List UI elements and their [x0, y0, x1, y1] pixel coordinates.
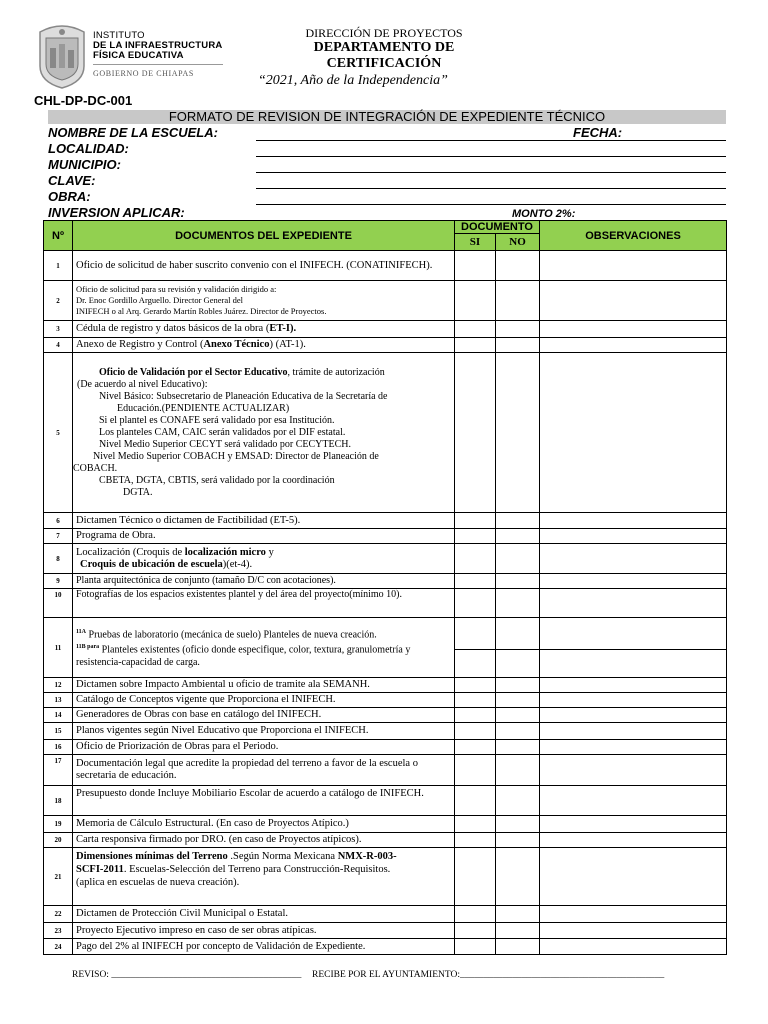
row-document: [73, 353, 455, 513]
no-check-cell[interactable]: [496, 281, 540, 321]
no-check-cell[interactable]: [496, 723, 540, 740]
observations-cell[interactable]: [540, 544, 727, 574]
row-number: 10: [44, 589, 73, 618]
si-check-cell[interactable]: [455, 740, 496, 755]
table-row: [44, 740, 727, 755]
table-row: [44, 755, 727, 786]
row-document: [73, 618, 455, 678]
row-document: Oficio de Priorización de Obras para el Periodo.: [73, 740, 455, 755]
col-number-header: Nº: [44, 221, 73, 251]
table-row: [44, 281, 727, 321]
row-number: 12: [44, 678, 73, 693]
table-row: [44, 321, 727, 338]
row-number: 19: [44, 816, 73, 833]
date-label: FECHA:: [573, 125, 623, 140]
table-row: [44, 589, 727, 618]
row-text-bold: ET-I).: [269, 323, 297, 334]
no-check-cell[interactable]: [496, 693, 540, 708]
si-check-cell[interactable]: [455, 723, 496, 740]
department-title-2: CERTIFICACIÓN: [326, 56, 442, 71]
institute-name-line3: FÍSICA EDUCATIVA: [93, 50, 184, 61]
row-text: Pruebas de laboratorio (mecánica de suelo) Planteles de nueva creación.: [88, 629, 377, 640]
si-check-cell[interactable]: [455, 251, 496, 281]
receiver-signature-line[interactable]: RECIBE POR EL AYUNTAMIENTO:___________________________________________: [312, 970, 665, 980]
no-check-cell[interactable]: [496, 544, 540, 574]
row-subindex: 11A: [76, 628, 87, 635]
observations-cell[interactable]: [540, 353, 727, 513]
row-text-bold: NMX-R-003-SCFI-2011: [76, 851, 397, 875]
si-check-cell[interactable]: [455, 848, 496, 906]
table-row: [44, 353, 727, 513]
school-name-line[interactable]: [256, 140, 726, 141]
row-text-bold: localización micro: [184, 546, 266, 558]
row-text: y: [265, 546, 274, 558]
si-check-cell[interactable]: [455, 906, 496, 923]
row-number: 13: [44, 693, 73, 708]
si-check-cell[interactable]: [455, 755, 496, 786]
investment-label: INVERSION APLICAR:: [48, 205, 185, 220]
department-title-1: DEPARTAMENTO DE: [313, 40, 455, 55]
observations-cell[interactable]: [540, 723, 727, 740]
si-check-cell[interactable]: [455, 650, 496, 678]
observations-cell[interactable]: [540, 906, 727, 923]
row-number: 8: [44, 544, 73, 574]
row-number: 11: [44, 618, 73, 678]
observations-cell[interactable]: [540, 693, 727, 708]
si-check-cell[interactable]: [455, 618, 496, 650]
form-title: FORMATO DE REVISION DE INTEGRACIÓN DE EXPEDIENTE TÉCNICO: [48, 110, 726, 124]
no-check-cell[interactable]: [496, 708, 540, 723]
si-check-cell[interactable]: [455, 708, 496, 723]
row-number: 20: [44, 833, 73, 848]
observations-cell[interactable]: [540, 848, 727, 906]
col-document-header: DOCUMENTO: [455, 221, 540, 234]
no-check-cell[interactable]: [496, 740, 540, 755]
table-row: [44, 833, 727, 848]
observations-cell[interactable]: [540, 589, 727, 618]
no-check-cell[interactable]: [496, 906, 540, 923]
row-text: .Según Norma Mexicana: [227, 851, 338, 862]
no-check-cell[interactable]: [496, 529, 540, 544]
si-check-cell[interactable]: [455, 338, 496, 353]
institute-logo: [36, 22, 88, 90]
row-number: 9: [44, 574, 73, 589]
table-row: [44, 939, 727, 955]
row-document: [73, 281, 455, 321]
si-check-cell[interactable]: [455, 281, 496, 321]
documents-checklist-table: [43, 220, 727, 955]
si-check-cell[interactable]: [455, 693, 496, 708]
observations-cell[interactable]: [540, 529, 727, 544]
row-number: 4: [44, 338, 73, 353]
row-document: Generadores de Obras con base en catálogo del INIFECH.: [73, 708, 455, 723]
row-text: )(et-4).: [222, 558, 253, 570]
row-line: Educación.(PENDIENTE ACTUALIZAR): [117, 402, 290, 414]
si-check-cell[interactable]: [455, 544, 496, 574]
row-number: 24: [44, 939, 73, 955]
row-text: Localización (Croquis de: [76, 546, 185, 558]
no-check-cell[interactable]: [496, 338, 540, 353]
school-name-label: NOMBRE DE LA ESCUELA:: [48, 125, 218, 140]
no-check-cell[interactable]: [496, 589, 540, 618]
no-check-cell[interactable]: [496, 650, 540, 678]
observations-cell[interactable]: [540, 755, 727, 786]
work-label: OBRA:: [48, 189, 91, 204]
row-document: Programa de Obra.: [73, 529, 455, 544]
observations-cell[interactable]: [540, 939, 727, 955]
observations-cell[interactable]: [540, 923, 727, 939]
row-number: 18: [44, 786, 73, 816]
row-number: 17: [44, 755, 73, 786]
si-check-cell[interactable]: [455, 589, 496, 618]
row-text: , trámite de autorización: [287, 366, 385, 378]
row-number: 6: [44, 513, 73, 529]
observations-cell[interactable]: [540, 650, 727, 678]
locality-line[interactable]: [256, 156, 726, 157]
no-check-cell[interactable]: [496, 848, 540, 906]
row-document: Presupuesto donde Incluye Mobiliario Escolar de acuerdo a catálogo de INIFECH.: [73, 786, 455, 816]
table-row: [44, 923, 727, 939]
observations-cell[interactable]: [540, 513, 727, 529]
row-number: 3: [44, 321, 73, 338]
row-document: Proyecto Ejecutivo impreso en caso de ser obras atípicas.: [73, 923, 455, 939]
row-line: CBETA, DGTA, CBTIS, será validado por la coordinación: [99, 474, 335, 486]
observations-cell[interactable]: [540, 618, 727, 650]
row-document: Pago del 2% al INIFECH por concepto de Validación de Expediente.: [73, 939, 455, 955]
si-check-cell[interactable]: [455, 816, 496, 833]
si-check-cell[interactable]: [455, 833, 496, 848]
observations-cell[interactable]: [540, 281, 727, 321]
observations-cell[interactable]: [540, 678, 727, 693]
row-text: . Escuelas-Selección del Terreno para Construcción-Requisitos.(aplica en escuelas de nueva creación).: [76, 864, 391, 888]
key-line[interactable]: [256, 188, 726, 189]
no-check-cell[interactable]: [496, 678, 540, 693]
si-check-cell[interactable]: [455, 513, 496, 529]
row-line: Dr. Enoc Gordillo Arguello. Director General del: [76, 295, 243, 305]
table-row: [44, 529, 727, 544]
no-check-cell[interactable]: [496, 833, 540, 848]
amount-label: MONTO 2%:: [512, 208, 576, 220]
observations-cell[interactable]: [540, 833, 727, 848]
observations-cell[interactable]: [540, 708, 727, 723]
no-check-cell[interactable]: [496, 353, 540, 513]
row-number: 21: [44, 848, 73, 906]
si-check-cell[interactable]: [455, 923, 496, 939]
si-check-cell[interactable]: [455, 786, 496, 816]
observations-cell[interactable]: [540, 574, 727, 589]
si-check-cell[interactable]: [455, 574, 496, 589]
row-number: 5: [44, 353, 73, 513]
table-row: [44, 848, 727, 906]
row-document: [73, 338, 455, 353]
row-number: 22: [44, 906, 73, 923]
table-row: [44, 513, 727, 529]
col-observations-header: OBSERVACIONES: [540, 221, 727, 251]
logo-divider: [93, 64, 223, 65]
row-text: Cédula de registro y datos básicos de la obra (: [76, 323, 270, 334]
observations-cell[interactable]: [540, 786, 727, 816]
row-line: Nivel Medio Superior CECYT será validado por CECYTECH.: [99, 438, 352, 450]
row-line: INIFECH o al Arq. Gerardo Martín Robles Juárez. Director de Proyectos.: [76, 306, 327, 316]
row-document: Memoria de Cálculo Estructural. (En caso de Proyectos Atípico.): [73, 816, 455, 833]
row-line: Los planteles CAM, CAIC serán validados por el DIF estatal.: [99, 426, 346, 438]
row-document: Carta responsiva firmado por DRO. (en caso de Proyectos atípicos).: [73, 833, 455, 848]
col-documents-header: DOCUMENTOS DEL EXPEDIENTE: [73, 221, 455, 251]
si-check-cell[interactable]: [455, 529, 496, 544]
row-number: 7: [44, 529, 73, 544]
row-document: Planos vigentes según Nivel Educativo que Proporciona el INIFECH.: [73, 723, 455, 740]
row-document: Catálogo de Conceptos vigente que Proporciona el INIFECH.: [73, 693, 455, 708]
table-row: [44, 816, 727, 833]
table-row: [44, 338, 727, 353]
row-document: Planta arquitectónica de conjunto (tamaño D/C con acotaciones).: [73, 574, 455, 589]
table-row: [44, 678, 727, 693]
no-check-cell[interactable]: [496, 513, 540, 529]
row-document: Fotografías de los espacios existentes plantel y del área del proyecto(mínimo 10).: [73, 589, 455, 618]
year-motto: “2021, Año de la Independencia”: [258, 73, 448, 88]
row-document: Dictamen Técnico o dictamen de Factibilidad (ET-5).: [73, 513, 455, 529]
si-check-cell[interactable]: [455, 939, 496, 955]
row-document: Dictamen de Protección Civil Municipal o Estatal.: [73, 906, 455, 923]
observations-cell[interactable]: [540, 321, 727, 338]
row-document: Documentación legal que acredite la propiedad del terreno a favor de la escuela o secretaria de educación.: [73, 755, 455, 786]
observations-cell[interactable]: [540, 251, 727, 281]
row-number: 16: [44, 740, 73, 755]
si-check-cell[interactable]: [455, 321, 496, 338]
no-check-cell[interactable]: [496, 816, 540, 833]
row-number: 2: [44, 281, 73, 321]
no-check-cell[interactable]: [496, 321, 540, 338]
table-row: [44, 786, 727, 816]
col-no-header: NO: [496, 234, 540, 251]
row-number: 23: [44, 923, 73, 939]
no-check-cell[interactable]: [496, 923, 540, 939]
direction-title: DIRECCIÓN DE PROYECTOS: [305, 26, 463, 40]
row-text: Planteles existentes (oficio donde especifique, color, textura, granulometría y resistencia-capacidad de carga.: [76, 644, 411, 669]
row-line: Si el plantel es CONAFE será validado por esa Institución.: [99, 414, 335, 426]
municipality-label: MUNICIPIO:: [48, 157, 121, 172]
table-row: [44, 708, 727, 723]
form-code: CHL-DP-DC-001: [34, 93, 133, 108]
row-text: ) (AT-1).: [269, 339, 306, 350]
row-document: [73, 848, 455, 906]
row-text: Anexo de Registro y Control (: [76, 339, 204, 350]
table-row: [44, 251, 727, 281]
institute-name-line2: DE LA INFRAESTRUCTURA: [93, 40, 223, 51]
row-text-bold: Dimensiones mínimas del Terreno: [76, 851, 228, 862]
observations-cell[interactable]: [540, 338, 727, 353]
no-check-cell[interactable]: [496, 755, 540, 786]
table-row: [44, 906, 727, 923]
no-check-cell[interactable]: [496, 251, 540, 281]
row-line: (De acuerdo al nivel Educativo):: [77, 378, 208, 390]
row-subindex: 11B para: [76, 644, 100, 650]
locality-label: LOCALIDAD:: [48, 141, 129, 156]
si-check-cell[interactable]: [455, 353, 496, 513]
row-number: 1: [44, 251, 73, 281]
government-name: GOBIERNO DE CHIAPAS: [93, 69, 194, 78]
table-row: [44, 544, 727, 574]
si-check-cell[interactable]: [455, 678, 496, 693]
row-line: Oficio de solicitud para su revisión y validación dirigido a:: [76, 284, 277, 294]
row-text-bold: Croquis de ubicación de escuela: [80, 558, 223, 570]
table-row: [44, 693, 727, 708]
observations-cell[interactable]: [540, 816, 727, 833]
table-row: [44, 574, 727, 589]
row-document: Oficio de solicitud de haber suscrito convenio con el INIFECH. (CONATINIFECH).: [73, 251, 455, 281]
municipality-line[interactable]: [256, 172, 726, 173]
no-check-cell[interactable]: [496, 786, 540, 816]
row-line: Nivel Medio Superior COBACH y EMSAD: Director de Planeación de: [93, 450, 379, 462]
row-number: 15: [44, 723, 73, 740]
institute-name-line1: INSTITUTO: [93, 30, 145, 41]
work-line[interactable]: [256, 204, 726, 205]
row-line: COBACH.: [73, 462, 118, 474]
row-text-bold: Anexo Técnico: [203, 339, 270, 350]
no-check-cell[interactable]: [496, 574, 540, 589]
table-row: [44, 723, 727, 740]
row-text-bold: Oficio de Validación por el Sector Educativo: [99, 366, 288, 378]
row-line: DGTA.: [123, 486, 153, 498]
no-check-cell[interactable]: [496, 618, 540, 650]
row-document: Dictamen sobre Impacto Ambiental u oficio de tramite ala SEMANH.: [73, 678, 455, 693]
key-label: CLAVE:: [48, 173, 96, 188]
observations-cell[interactable]: [540, 740, 727, 755]
reviewer-signature-line[interactable]: REVISO: ________________________________________: [72, 970, 302, 980]
row-number: 14: [44, 708, 73, 723]
row-line: Nivel Básico: Subsecretario de Planeación Educativa de la Secretaría de: [99, 390, 388, 402]
col-si-header: SI: [455, 234, 496, 251]
no-check-cell[interactable]: [496, 939, 540, 955]
table-row: [44, 618, 727, 650]
row-document: [73, 321, 455, 338]
row-document: [73, 544, 455, 574]
